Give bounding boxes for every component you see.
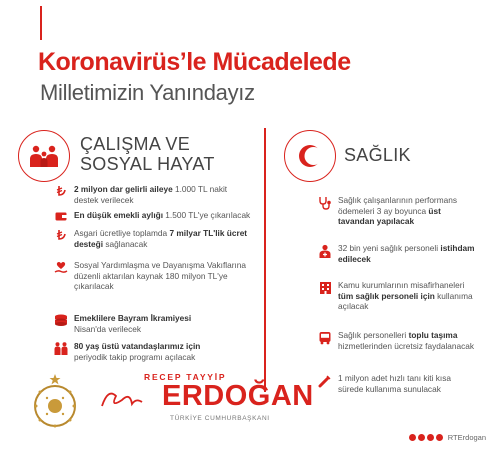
item-text: kullanıma açılacak: [338, 290, 473, 311]
item-bold: tüm sağlık personeli için: [338, 290, 435, 301]
lira-icon: [52, 184, 70, 197]
item-text: hizmetlerinden ücretsiz faydalanacak: [338, 340, 475, 351]
item-text: Sağlık çalışanlarının performans ödemeleri 3 ay boyunca: [338, 195, 457, 216]
wallet-icon: [52, 210, 70, 221]
social-handle[interactable]: RTErdogan: [447, 433, 486, 442]
list-item: [316, 280, 476, 312]
item-text: Kamu kurumlarının misafirhaneleri: [338, 280, 465, 290]
item-bold: 80 yaş üstü vatandaşlarımız için: [74, 341, 201, 351]
item-text: Nisan'da verilecek: [74, 323, 142, 334]
page-title: Koronavirüs’le Mücadelede: [38, 48, 351, 76]
twitter-icon[interactable]: [418, 434, 425, 441]
presidential-seal-icon: [30, 370, 80, 432]
item-bold: istihdam edilecek: [338, 243, 475, 264]
list-item: [52, 260, 252, 292]
top-accent-line: [40, 6, 42, 40]
item-bold: Emeklilere Bayram İkramiyesi: [74, 313, 192, 323]
item-bold: üst tavandan yapılacak: [338, 205, 441, 226]
item-bold: 2 milyon dar gelirli aileye: [74, 184, 173, 194]
list-item: [52, 210, 252, 221]
item-bold: toplu taşıma: [408, 330, 458, 340]
item-text: 32 bin yeni sağlık personeli: [338, 243, 441, 253]
item-text: Asgari ücretliye toplamda: [74, 228, 170, 238]
list-item: [316, 195, 476, 227]
elderly-icon: [52, 341, 70, 355]
item-text: Sağlık personelleri: [338, 330, 409, 340]
heart-hand-icon: [52, 260, 70, 274]
building-icon: [316, 280, 334, 294]
bus-icon: [316, 330, 334, 345]
section-divider: [264, 128, 266, 392]
item-text: sağlanacak: [103, 238, 148, 249]
left-section-title: [80, 134, 215, 174]
family-icon: [18, 130, 70, 182]
coins-icon: [52, 313, 70, 327]
list-item: [52, 228, 252, 249]
right-section-title: SAĞLIK: [344, 145, 411, 165]
item-text: 1 milyon adet hızlı tanı kiti kısa sürede kullanıma sunulacak: [338, 373, 451, 394]
list-item: [316, 243, 476, 264]
item-text: 1.500 TL'ye çıkarılacak: [163, 210, 251, 220]
page-subtitle: Milletimizin Yanındayız: [40, 80, 255, 105]
crescent-icon: [284, 130, 336, 182]
list-item: [52, 341, 252, 362]
signature-name-main: ERDOĞAN: [162, 380, 314, 412]
facebook-icon[interactable]: [409, 434, 416, 441]
left-title-line1: ÇALIŞMA VE: [80, 134, 191, 154]
lira-icon: [52, 228, 70, 241]
social-bar: [409, 433, 486, 442]
item-bold: En düşük emekli aylığı: [74, 210, 163, 220]
list-item: [316, 330, 476, 351]
item-text: periyodik takip programı açılacak: [74, 351, 196, 362]
signature-scribble: [98, 380, 168, 416]
medical-staff-icon: [316, 243, 334, 258]
left-title-line2: SOSYAL HAYAT: [80, 154, 215, 174]
item-text: Sosyal Yardımlaşma ve Dayanışma Vakıflarına düzenli aktarılan kaynak 180 milyon TL'ye çıkarılacak: [74, 260, 247, 291]
youtube-icon[interactable]: [436, 434, 443, 441]
signature-name-top: RECEP TAYYİP: [144, 372, 227, 382]
stethoscope-icon: [316, 195, 334, 210]
list-item: [52, 184, 252, 205]
instagram-icon[interactable]: [427, 434, 434, 441]
list-item: [52, 313, 252, 334]
signature-title: TÜRKİYE CUMHURBAŞKANI: [170, 415, 270, 422]
item-text: 1.000 TL nakit destek verilecek: [74, 184, 228, 205]
item-bold: 7 milyar TL'lik ücret desteği: [74, 228, 248, 249]
